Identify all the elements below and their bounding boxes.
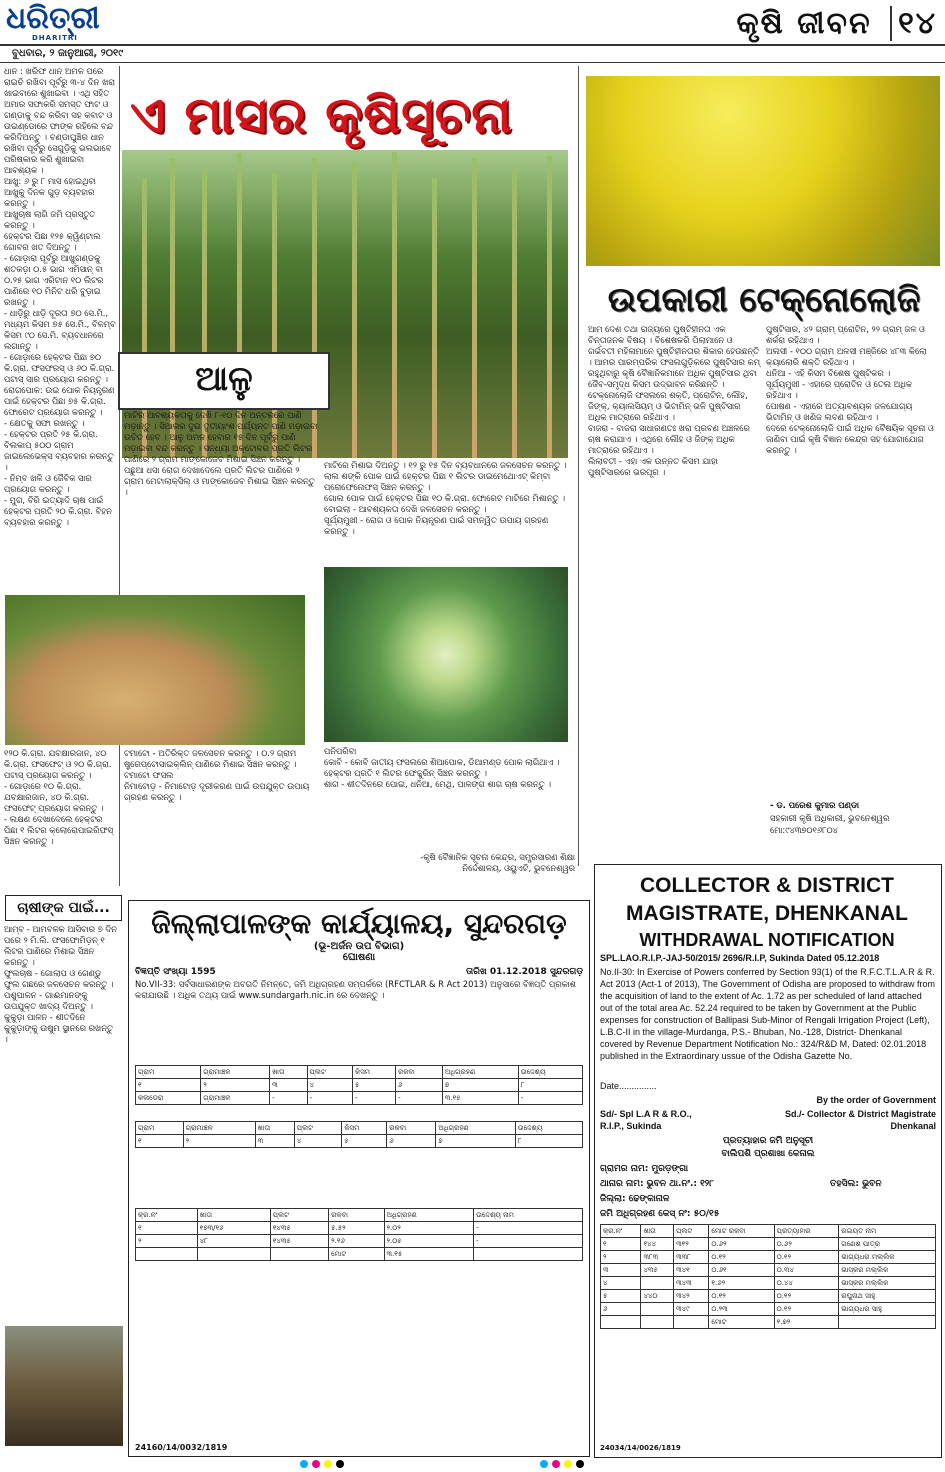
district-name: ଜିଲ୍ଲା: ଢେଙ୍କାନାଳ <box>600 1194 670 1204</box>
notification-body: No.II-30: In Exercise of Powers conferred by Section 93(1) of the R.F.C.T.L.A.R & R. Act 2013 (Act-1 of 2013), The Government of Odisha are proposed to withdraw from the acquisition of land to the extent of Ac. 1.72 as per scheduled of land attached out of the total area Ac. 52.24 required to be taken by Government at the Public expenses for construction of Ballipasi Sub-Minor of Rengali Irrigation Project (Left), L.B.C-II in the village-Murdanga, P.S.- Bhuban, No.-128, District- Dhenkanal covered by Revenue Department Notification No.: 324/R&D M, Dated: 02.01.2018 published in the Extraordinary ussue of the Odisha Gazette No. <box>600 967 936 1061</box>
notification-order: By the order of Government <box>816 1095 936 1105</box>
notice-table-1: ଗ୍ରାମ ଗ୍ରାମାଞ୍ଚଳ ଖାତା ପ୍ଲଟ କିସମ ରକବା ଅଧିଗ୍ରହଣ ଉଦ୍ଦେଶ୍ୟ ୧ ୨ ୩ ୪ ୫ ୬ ୭ ୮ କଳାଡେରା ଗ୍ରାମାଞ୍ଚଳ - - - - ୩.୧୫ - <box>135 1065 583 1105</box>
notice-date: ତାରିଖ 01.12.2018 ସୁନ୍ଦରଗଡ଼ <box>466 967 583 977</box>
collector-title-line2: MAGISTRATE, DHENKANAL <box>626 902 908 925</box>
schedule-cell: ଭାଗ୍ୟଧର ସାହୁ <box>839 1303 936 1316</box>
schedule-cell: ୦.୩୪ <box>774 1264 839 1277</box>
schedule-cell: ୪୩୫ <box>641 1264 674 1277</box>
technology-article-col1: ଆମ ଦେଶ ତଥା ରାଜ୍ୟରେ ପୁଷ୍ଟିହୀନତା ଏକ ଚିନ୍ତାଜନକ ବିଷୟ । ବିଶେଷକରି ପିଲାମାନେ ଓ ଗର୍ଭବତୀ ମହିଳାମାନେ ପୁଷ୍ଟିହୀନତାର ଶିକାର ହେଉଛନ୍ତି । ଆମର ପାରମ୍ପରିକ ଫସଲଗୁଡ଼ିକରେ ପୁଷ୍ଟିସାର କମ୍ ରହୁଥିବାରୁ କୃଷି ବୈଜ୍ଞାନିକମାନେ ଅଧିକ ପୁଷ୍ଟିସାର ଥିବା ଜୈବ-ସମୃଦ୍ଧ କିସମ ଉଦ୍ଭାବନ କରିଛନ୍ତି । ଟେକ୍ନୋଲୋଜି ଫସଲରେ ଶକ୍ତି, ପ୍ରୋଟିନ, ଲୌହ, ଜିଙ୍କ୍, କ୍ୟାଲସିୟମ୍ ଓ ଭିଟାମିନ୍ ଭଳି ପୁଷ୍ଟିସାର ଅଧିକ ମାତ୍ରାରେ ରହିଥାଏ । ବାଜରା - ବାଜରା ସାଧାରଣତଃ ଖରା ପ୍ରବଣ ଅଞ୍ଚଳରେ ଚାଷ କରାଯାଏ । ଏଥିରେ ଲୌହ ଓ ଜିଙ୍କ୍ ଅଧିକ ମାତ୍ରାରେ ରହିଥାଏ । ଲିଲାବତୀ - ଏହା ଏକ ଉନ୍ନତ କିସମ ଯାହା ପୁଷ୍ଟିସାରରେ ଭରପୂର । <box>588 324 760 477</box>
collector-title-line1: COLLECTOR & DISTRICT <box>640 874 894 897</box>
schedule-cell: ଭାଗ୍ୟଧର ମଲ୍ଲିକ <box>839 1251 936 1264</box>
farmers-box-title: ଚାଷୀଙ୍କ ପାଇଁ... <box>5 895 122 921</box>
schedule-total: ୧.୭୨ <box>774 1316 839 1329</box>
cabbage-photo <box>324 567 568 742</box>
schedule-cell: ୨ <box>601 1251 641 1264</box>
schedule-cell: ଗଣେଶ ପାତ୍ର <box>839 1238 936 1251</box>
schedule-cell: ୩ <box>601 1264 641 1277</box>
technology-heading: ଉପକାରୀ ଟେକ୍ନୋଲୋଜି <box>607 280 921 320</box>
schedule-row <box>601 1251 936 1264</box>
mustard-field-photo <box>586 76 940 266</box>
schedule-title: ପ୍ରତ୍ୟାହାର ଜମି ଅନୁସୂଚୀ <box>722 1136 814 1146</box>
schedule-cell: ୩୩୮ <box>674 1251 709 1264</box>
schedule-cell: ୧.୬୨ <box>709 1277 774 1290</box>
schedule-cell: ରଘୁନାଥ ସାହୁ <box>839 1290 936 1303</box>
dhenkanal-footer: 24034/14/0026/1819 <box>600 1444 681 1452</box>
sundargarh-notice <box>128 900 590 1457</box>
masthead-logo <box>6 1 166 44</box>
vegetables-article: ମାଟିରେ ମିଶାଇ ଦିଅନ୍ତୁ । ୧୨ ରୁ ୧୫ ଦିନ ବ୍ୟବଧାନରେ ଜଳସେଚନ କରନ୍ତୁ । ଲାଲ ଶଙ୍କି ପୋକ ପାଇଁ ହେକ୍ଟର ପିଛା ୧ ଲିଟର ଡାଇମେଥୋଏଟ୍ କିମ୍ବା ପ୍ରୋଫେନୋଫସ୍ ସିଞ୍ଚନ କରନ୍ତୁ । ଗୋଲ ପୋକ ପାଇଁ ହେକ୍ଟର ପିଛା ୧୦ କି.ଗ୍ରା. ଫୋରେଟ ମାଟିରେ ମିଶାନ୍ତୁ । ବୋଇଲା - ଆବଶ୍ୟକତା ଦେଖି ଜଳସେଚନ କରନ୍ତୁ । ସୂର୍ଯ୍ୟମୁଖୀ - ରୋଗ ଓ ପୋକ ନିୟନ୍ତ୍ରଣ ପାଇଁ ସମନ୍ୱିତ ଉପାୟ ଗ୍ରହଣ କରନ୍ତୁ । <box>324 460 567 536</box>
color-registration-bar <box>300 1460 344 1468</box>
case-number: ଜମି ଅଧିଗ୍ରହଣ କେସ୍ ନଂ: ୫୦/୧୫ <box>600 1209 720 1219</box>
bottom-right-article: ପନିପରିବା କୋବି - କୋବି ଜାତୀୟ ଫସଲରେ ଶିଆପୋକ, ଡିଆମଣ୍ଡ ପୋକ ଲାଗିଥାଏ । ହେକ୍ଟର ପ୍ରତି ୧ ଲିଟର ଫେଚ୍ଚୁରିନ୍ ସିଞ୍ଚନ କରନ୍ତୁ । ଶାଗ - ଶୀତଦିନରେ ପୋଇ, ଧନିଆ, ମେଥି, ପାଳଙ୍ଗ ଶାଗ ଚାଷ କରନ୍ତୁ । <box>324 746 560 789</box>
schedule-cell <box>641 1303 674 1316</box>
potato-heading-box <box>118 352 330 410</box>
schedule-cell: ୦.୧୨ <box>709 1251 774 1264</box>
notice-title: ଜିଲ୍ଲାପାଳଙ୍କ କାର୍ଯ୍ୟାଳୟ, ସୁନ୍ଦରଗଡ଼ <box>151 907 567 940</box>
schedule-cell: ୩୪୨ <box>674 1290 709 1303</box>
rule <box>0 62 945 63</box>
schedule-cell: ୦.୬୧ <box>709 1264 774 1277</box>
schedule-cell: ୩୪୩ <box>674 1277 709 1290</box>
schedule-cell: ୦.୬୨ <box>774 1238 839 1251</box>
author-byline: - ଡ. ପରେଶ କୁମାର ପଣ୍ଡା <box>770 800 859 810</box>
tahasil-name: ତହସିଲ: ଭୁବନ <box>830 1179 882 1189</box>
village-name: ଗ୍ରାମର ନାମ: ମୁରଡ଼ଙ୍ଗା <box>600 1164 689 1174</box>
schedule-row <box>601 1264 936 1277</box>
notice-table-2: ଗ୍ରାମ ଗ୍ରାମାଞ୍ଚଳ ଖାତା ପ୍ଲଟ କିସମ ରକବା ଅଧିଗ୍ରହଣ ଉଦ୍ଦେଶ୍ୟ ୧ ୨ ୩ ୪ ୫ ୬ ୭ ୮ <box>135 1121 583 1148</box>
schedule-cell: ଭାସ୍କର ମଲ୍ଲିକ <box>839 1277 936 1290</box>
main-headline: ଏ ମାସର କୃଷିସୂଚନା <box>130 86 513 144</box>
bottom-left-article: ୧୨୦ କି.ଗ୍ରା. ଯବକ୍ଷାରଜାନ, ୪୦ କି.ଗ୍ରା. ଫସଫେଟ୍ ଓ ୨୦ କି.ଗ୍ରା. ପଟାସ୍ ପ୍ରୟୋଗ କରନ୍ତୁ । - ଗୋଡ଼ାରେ ୧୦ କି.ଗ୍ରା. ଯବକ୍ଷାରଜାନ, ୪୦ କି.ଗ୍ରା. ଫସଫେଟ୍ ପ୍ରୟୋଗ କରନ୍ତୁ । - ଲକ୍ଷଣ ଦେଖାଦେଲେ ହେକ୍ଟର ପିଛା ୧ ଲିଟର କ୍ଲୋରୋପାଇରିଫସ୍ ସିଞ୍ଚନ କରନ୍ତୁ । <box>4 748 113 846</box>
schedule-row <box>601 1238 936 1251</box>
schedule-cell: ୫ <box>601 1290 641 1303</box>
column-divider <box>119 66 120 886</box>
author-phone: ମୋ:୯୪୩୭୦୧୬୮୦୪ <box>770 825 838 835</box>
schedule-cell: ୦.୧୨ <box>774 1290 839 1303</box>
notice-footer: 24160/14/0032/1819 <box>135 1443 228 1452</box>
withdrawal-title: WITHDRAWAL NOTIFICATION <box>639 930 895 950</box>
notice-body: No.VII-33: ସର୍ବସାଧାରଣଙ୍କ ଅବଗତି ନିମନ୍ତେ, ଜମି ଅଧିଗ୍ରହଣ ସମ୍ପର୍କରେ (RFCTLAR & R Act 2013) ଅନୁସାରେ ବିଜ୍ଞପ୍ତି ପ୍ରକାଶ କରାଯାଉଛି । ଅଧିକ ତଥ୍ୟ ପାଇଁ www.sundargarh.nic.in ରେ ଦେଖନ୍ତୁ । <box>135 979 579 1000</box>
schedule-cell: ୧୪୪ <box>641 1238 674 1251</box>
technology-article-col2: ପୁଷ୍ଟିସାର, ୪୨ ଗ୍ରାମ୍ ପ୍ରୋଟିନ, ୨୨ ଗ୍ରାମ୍ ଜଳ ଓ ଶର୍କରା ରହିଥାଏ । ଅଲସୀ - ୧୦୦ ଗ୍ରାମ ଅଳସୀ ମଞ୍ଜିରେ ୪୮୩ କିଲୋ କ୍ୟାଲୋରି ଶକ୍ତି ରହିଥାଏ । ଧନିଆ - ଏହି କିସମ ବିଶେଷ ପୁଷ୍ଟିକର । ସୂର୍ଯ୍ୟମୁଖୀ - ଏହାରେ ପ୍ରୋଟିନ ଓ ତେଲ ଅଧିକ ରହିଥାଏ । ପୋଷଣ - ଏହାରେ ଅତ୍ୟାବଶ୍ୟକ ଜଳଯୋଗ୍ୟ ଭିଟାମିନ୍ ଓ ଖଣିଜ ଲବଣ ରହିଥାଏ । ଦେରେ ଟେକ୍ନୋଲୋଜି ପାଇଁ ଅଧିକ ବୈଷୟିକ ସୂଚନା ଓ ଜାଣିବା ପାଇଁ କୃଷି ବିଜ୍ଞାନ କେନ୍ଦ୍ର ସହ ଯୋଗାଯୋଗ କରନ୍ତୁ । <box>766 324 934 455</box>
schedule-cell: ୪ <box>601 1277 641 1290</box>
section-name: କୃଷି ଜୀବନ <box>736 6 872 41</box>
schedule-cell <box>641 1277 674 1290</box>
schedule-row <box>601 1303 936 1316</box>
notice-subtitle2: ଘୋଷଣା <box>342 952 376 963</box>
schedule-cell: ୦.୨୩ <box>709 1303 774 1316</box>
logo-subtext: DHARITRI <box>32 34 78 42</box>
color-registration-bar <box>540 1460 584 1468</box>
logo-text: ଧରିତ୍ରୀ <box>6 1 100 36</box>
schedule-cell: ୦.୧୨ <box>709 1290 774 1303</box>
article-left-column: ଧାନ : ଖରିଫ ଧାନ ଅମଳ ପରେ ରାଇଚି ରଖିବା ପୂର୍ବରୁ ୩-୪ ଦିନ ଖରା ଖାଇବାରେ ଶୁଖାଇବା । ଏଥି ସହିତ ଅମାର ସଫାକରି ସମସ୍ତ ଫାଟ ଓ ଗଣ୍ଡାକୁ ବନ୍ଦ କରିବା ସହ କବାଟ ଓ ଉଇଣ୍ଡୋରେ ଫାଙ୍କ ରହିଲେ ବନ୍ଦ କରିଦିଅନ୍ତୁ । ବଣ୍ଡାଘୁଞ୍ଚିର ଧାନ ରଖିବା ପୂର୍ବରୁ ସେଗୁଡ଼ିକୁ ଭଲଭାବେ ପରିଷ୍କାର କରି ଶୁଖାଇବା ଆବଶ୍ୟକ । ଆଖୁ: ୬ ରୁ ୮ ମାସ ହୋଇଥିବା ଆଖୁକୁ ଦିନକ ଗୁଡ଼ ବ୍ୟବହାର କରନ୍ତୁ । ଆଖୁଚାଷ ଲାଗି ଜମି ପ୍ରସ୍ତୁତ କରନ୍ତୁ । ହେକ୍ଟର ପିଛା ୧୨୫ କ୍ୱିଣ୍ଟାଲ ଗୋବର ଖତ ଦିଅନ୍ତୁ । - ଗୋଡ଼ାରା ପୂର୍ବରୁ ଆଖୁଗଣ୍ଡକୁ ଶତକଡ଼ା ୦.୫ ଭାଗ ଏମିସାନ୍ ବା ୦.୨୫ ଭାଗ ଏରିଟାନ ୧୦ ଲିଟର ପାଣିରେ ୧୦ ମିନିଟ ଧରି ବୁଡ଼ାଇ ରଖନ୍ତୁ । - ଧାଡ଼ିରୁ ଧାଡ଼ି ଦୂରତା ୭୦ ସେ.ମି., ମଧ୍ୟମ କିସମ ୭୫ ସେ.ମି., ବିଳମ୍ବ କିସମ ୯୦ ସେ.ମି. ବ୍ୟବଧାନରେ ଲଗାନ୍ତୁ । - ଗୋଡ଼ାରେ ହେକ୍ଟର ପିଛା ୭୦ କି.ଗ୍ରା. ଫସଫରସ୍ ଓ ୬୦ କି.ଗ୍ରା. ପଟାସ୍ ସାର ପ୍ରୟୋଗ କରନ୍ତୁ । ରୋଗପୋକ: ଉଇ ପୋକ ନିୟନ୍ତ୍ରଣ ପାଇଁ ହେକ୍ଟର ପିଛା ୭୫ କି.ଗ୍ରା. ଫୋରେଟ ପ୍ରୟୋଗ କରନ୍ତୁ । - କ୍ଷେତକୁ ସଫା ରଖନ୍ତୁ । - ହେକ୍ଟର ପ୍ରତି ୨୫ କି.ଗ୍ରା. ବିଲକାପ୍ ୫୦୦ ଗ୍ରାମ ଜାଇଲେଭେକ୍ସ ବ୍ୟବହାର କରନ୍ତୁ । - ନିମ୍ବ ଖଳି ଓ ଜୈବିକ ସାର ପ୍ରୟୋଗ କରନ୍ତୁ । - ମୁଗ, ବିରି ଇତ୍ୟାଦି ଚାଷ ପାଇଁ ହେକ୍ଟର ପ୍ରତି ୨୦ କି.ଗ୍ରା. ବିହନ ବ୍ୟବହାର କରନ୍ତୁ । <box>4 66 116 527</box>
thana-name: ଥାନାର ନାମ: ଭୁବନ ଥା.ନଂ.: ୧୨୮ <box>600 1179 714 1189</box>
schedule-cell: ୬ <box>601 1303 641 1316</box>
schedule-cell: ୦.୬୨ <box>709 1238 774 1251</box>
schedule-cell: ୪୪୦ <box>641 1290 674 1303</box>
section-title <box>737 6 937 41</box>
rule <box>0 44 945 46</box>
schedule-cell: ୩୮୩ <box>641 1251 674 1264</box>
potato-photo <box>5 595 305 745</box>
notice-subtitle: (ଭୂ-ଅର୍ଜନ ଉପ ବିଭାଗ) <box>313 941 405 952</box>
notification-date: Date............... <box>600 1081 657 1091</box>
schedule-cell: ୩୧୨ <box>674 1238 709 1251</box>
notice-table-3: କ୍ର.ନଂ ଖାତା ପ୍ଲଟ ରକବା ଅଧିଗ୍ରହଣ ଉଦ୍ଦେଶ୍ୟ ନାମ ୧ ୧୭୩/୧୬ ୧୪୩୫ ୫.୫୨ ୨.୦୨ - ୨ ୪୮ ୧୪୩୫ ୨.୧୬ ୨.୦୫ - ମୋଟ ୩.୧୫ <box>135 1208 583 1261</box>
schedule-table: କ୍ର.ନଂ ଖାତା ପ୍ଲଟ ମୋଟ ରକବା ପ୍ରତ୍ୟାହାର ରଇୟତ ନାମ ୧ ୧୪୪ ୩୧୨ ୦.୬୨ ୦.୬୨ ଗଣେଶ ପାତ୍ର ୨ ୩୮୩ ୩୩୮ ୦.୧୨ ୦.୧୨ ଭାଗ୍ୟଧର ମଲ୍ଲିକ ୩ ୪୩୫ ୩୪୧ ୦.୬୧ ୦.୩୪ ଭାସ୍କର ମଲ୍ଲିକ ୪ ୩୪୩ ୧.୬୨ ୦.୪୪ ଭାସ୍କର ମଲ୍ଲିକ ୫ ୪୪୦ ୩୪୨ ୦.୧୨ ୦.୧୨ ରଘୁନାଥ ସାହୁ ୬ ୩୪୯ ୦.୨୩ ୦.୧୨ ଭାଗ୍ୟଧର ସାହୁ ମୋଟ ୧.୭୨ <box>600 1224 936 1329</box>
potato-heading: ଆଳୁ <box>195 359 253 399</box>
sign-right-line2: Dhenkanal <box>890 1121 936 1131</box>
notice-number: ବିଜ୍ଞପ୍ତି ସଂଖ୍ୟା 1595 <box>135 967 216 977</box>
schedule-cell: ୦.୧୨ <box>774 1303 839 1316</box>
schedule-cell: ୦.୧୨ <box>774 1251 839 1264</box>
schedule-cell: ୧ <box>601 1238 641 1251</box>
schedule-cell: ୩୪୯ <box>674 1303 709 1316</box>
sign-left-line2: R.I.P., Sukinda <box>600 1121 662 1131</box>
schedule-cell: ୦.୪୪ <box>774 1277 839 1290</box>
bottom-mid-article: ଟମାଟୋ - ଅତିରିକ୍ତ ଜଳସେଚନ କରନ୍ତୁ । ୦.୨ ଗ୍ରାମ ଷ୍ଟ୍ରେପ୍ଟୋସାଇକ୍ଲିନ୍ ପାଣିରେ ମିଶାଇ ସିଞ୍ଚନ କରନ୍ତୁ । ଟମାଟୋ ଫସଲ ନିମାଟୋଡ଼ - ନିମାଟୋଡ଼ ଦୂରୀକରଣ ପାଇଁ ଉପଯୁକ୍ତ ଉପାୟ ଗ୍ରହଣ କରନ୍ତୁ । <box>124 748 310 802</box>
potato-article: ମାଟିର ଆବଶ୍ୟକତାକୁ ଦେଖି ୮-୧୦ ଦିନ ଅନ୍ତରରେ ପାଣି ମଡ଼ାନ୍ତୁ । ସିଆରର ଦୁଇ ତୃତୀୟାଂଶ ପର୍ଯ୍ୟନ୍ତ ପାଣି ମଡ଼ାଇବା ଉଚିତ ହେବ । ଆଳୁ ଅମଳ ହେବାର ୧୫ ଦିନ ପୂର୍ବରୁ ପାଣି ମଡ଼ାଇବା ବନ୍ଦ କରନ୍ତୁ । ସନ୍ଧ୍ୟା ଅକ୍ଟୋବର ପ୍ରତି ଲିଟର ପାଣିରେ ୨ ଗ୍ରାମ ମାଙ୍କୋଜେବ ମିଶାଇ ସିଞ୍ଚନ କରନ୍ତୁ । ପଛୁଆ ଧସା ରୋଗ ଦେଖାଦେଲେ ପ୍ରତି ଲିଟର ପାଣିରେ ୨ ଗ୍ରାମ ମେଟାଲାକ୍ସିଲ୍ ଓ ମାଙ୍କୋଜେବ ମିଶାଇ ସିଞ୍ଚନ କରନ୍ତୁ । <box>124 410 321 497</box>
page-number: ୧୪ <box>890 6 937 41</box>
collector-title <box>598 872 936 928</box>
schedule-cell: ଭାସ୍କର ମଲ୍ଲିକ <box>839 1264 936 1277</box>
column-divider <box>578 66 579 866</box>
schedule-subtitle: ବାଲିପଶି ପ୍ରଶାଖା କେନାଲ <box>721 1149 815 1159</box>
author-designation: ସହକାରୀ କୃଷି ଅଧିକାରୀ, ଭୁବନେଶ୍ୱର <box>770 813 890 823</box>
schedule-row <box>601 1290 936 1303</box>
source-credit: -କୃଷି ବୈଜ୍ଞାନିକ ସୂଚନା କେନ୍ଦ୍ର, ସମ୍ପ୍ରସାରଣ ଶିକ୍ଷା ନିର୍ଦ୍ଦେଶାଳୟ, ଓୟୁଏଟି, ଭୁବନେଶ୍ୱର <box>420 852 578 873</box>
farmers-tips: ଆମ୍ବ - ଆମବଳକ ଆସିବାର ୭ ଦିନ ପରେ ୨ ମି.ଲି. ଫସଫୋମିଡ଼ନ୍ ୧ ଲିଟର ପାଣିରେ ମିଶାଇ ସିଞ୍ଚନ କରନ୍ତୁ । ଫୁଲଚାଷ - ଗୋଲାପ ଓ ଗେଣ୍ଡୁ ଫୁଲ ଗଛରେ ଜଳସେଚନ କରନ୍ତୁ । ପଶୁପାଳନ - ଗାଈମାନଙ୍କୁ ଉପଯୁକ୍ତ ଖାଦ୍ୟ ଦିଅନ୍ତୁ । କୁକୁଡ଼ା ପାଳନ - ଶୀତଦିନେ କୁକୁଡ଼ାଙ୍କୁ ଉଷୁମ ସ୍ଥାନରେ ରଖନ୍ତୁ । <box>4 924 117 1044</box>
schedule-cell: ୩୪୧ <box>674 1264 709 1277</box>
notification-ref: SPL.LAO.R.I.P.-JAJ-50/2015/ 2696/R.I.P, Sukinda Dated 05.12.2018 <box>600 953 880 963</box>
sign-right-line1: Sd./- Collector & District Magistrate <box>784 1109 936 1119</box>
schedule-row <box>601 1277 936 1290</box>
sign-left-line1: Sd/- Spl L.A R & R.O., <box>600 1109 692 1119</box>
issue-date: ବୁଧବାର, ୨ ଜାନୁଆରୀ, ୨୦୧୯ <box>12 48 124 59</box>
hens-photo <box>5 1326 123 1446</box>
